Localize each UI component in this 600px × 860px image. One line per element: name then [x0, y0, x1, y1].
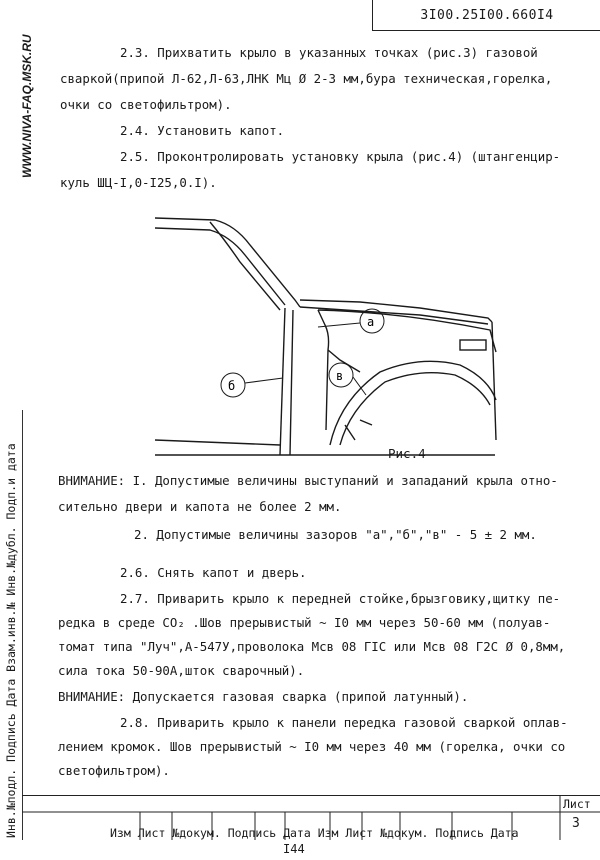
figure-caption: Рис.4 — [388, 446, 426, 461]
step-2-7-line2: редка в среде CO₂ .Шов прерывистый ~ I0 мм через 50-60 мм (полуав- — [58, 615, 551, 630]
page-number: I44 — [283, 842, 305, 856]
paragraph-2-5-line1: 2.5. Проконтролировать установку крыла (рис.4) (штангенцир- — [120, 149, 561, 164]
label-b: б — [228, 379, 236, 393]
step-2-7-line3: томат типа "Луч",А-547У,проволока Мсв 08 ГIС или Мсв 08 Г2С Ø 0,8мм, — [58, 639, 566, 654]
note1-line1: ВНИМАНИЕ: I. Допустимые величины выступаний и западаний крыла отно- — [58, 473, 558, 488]
watermark: WWW.NIVA-FAQ.MSK.RU — [20, 34, 34, 178]
paragraph-2-5-line2: куль ШЦ-I,0-I25,0.I). — [60, 175, 217, 190]
note2: ВНИМАНИЕ: Допускается газовая сварка (припой латунный). — [58, 689, 469, 704]
title-block-labels: Изм Лист №докум. Подпись Дата Изм Лист №докум. Подпись Дата — [110, 826, 519, 840]
label-v: в — [336, 369, 344, 383]
document-code: 3I00.25I00.660I4 — [372, 0, 600, 31]
paragraph-2-3-line2: сваркой(припой Л-62,Л-63,ЛНК Мц Ø 2-3 мм,бура техническая,горелка, — [60, 71, 553, 86]
step-2-7-line4: сила тока 50-90А,шток сварочный). — [58, 663, 305, 678]
step-2-8-line2: лением кромок. Шов прерывистый ~ I0 мм через 40 мм (горелка, очки со — [58, 739, 566, 754]
paragraph-2-4: 2.4. Установить капот. — [120, 123, 285, 138]
paragraph-2-3-line3: очки со светофильтром). — [60, 97, 232, 112]
side-stamp-text: Инв.№подл. Подпись Дата Взам.инв.№ Инв.№дубл. Подп.и дата — [4, 443, 18, 838]
sheet-label: Лист — [563, 797, 591, 811]
step-2-6: 2.6. Снять капот и дверь. — [120, 565, 307, 580]
sheet-number: 3 — [572, 816, 580, 831]
paragraph-2-3-line1: 2.3. Прихватить крыло в указанных точках (рис.3) газовой — [120, 45, 538, 60]
label-a: а — [367, 315, 375, 329]
step-2-8-line3: светофильтром). — [58, 763, 170, 778]
step-2-8-line1: 2.8. Приварить крыло к панели передка газовой сваркой оплав- — [120, 715, 568, 730]
note1-line2: сительно двери и капота не более 2 мм. — [58, 499, 342, 514]
note1-line3: 2. Допустимые величины зазоров "а","б","в" - 5 ± 2 мм. — [134, 527, 537, 542]
step-2-7-line1: 2.7. Приварить крыло к передней стойке,брызговику,щитку пе- — [120, 591, 561, 606]
